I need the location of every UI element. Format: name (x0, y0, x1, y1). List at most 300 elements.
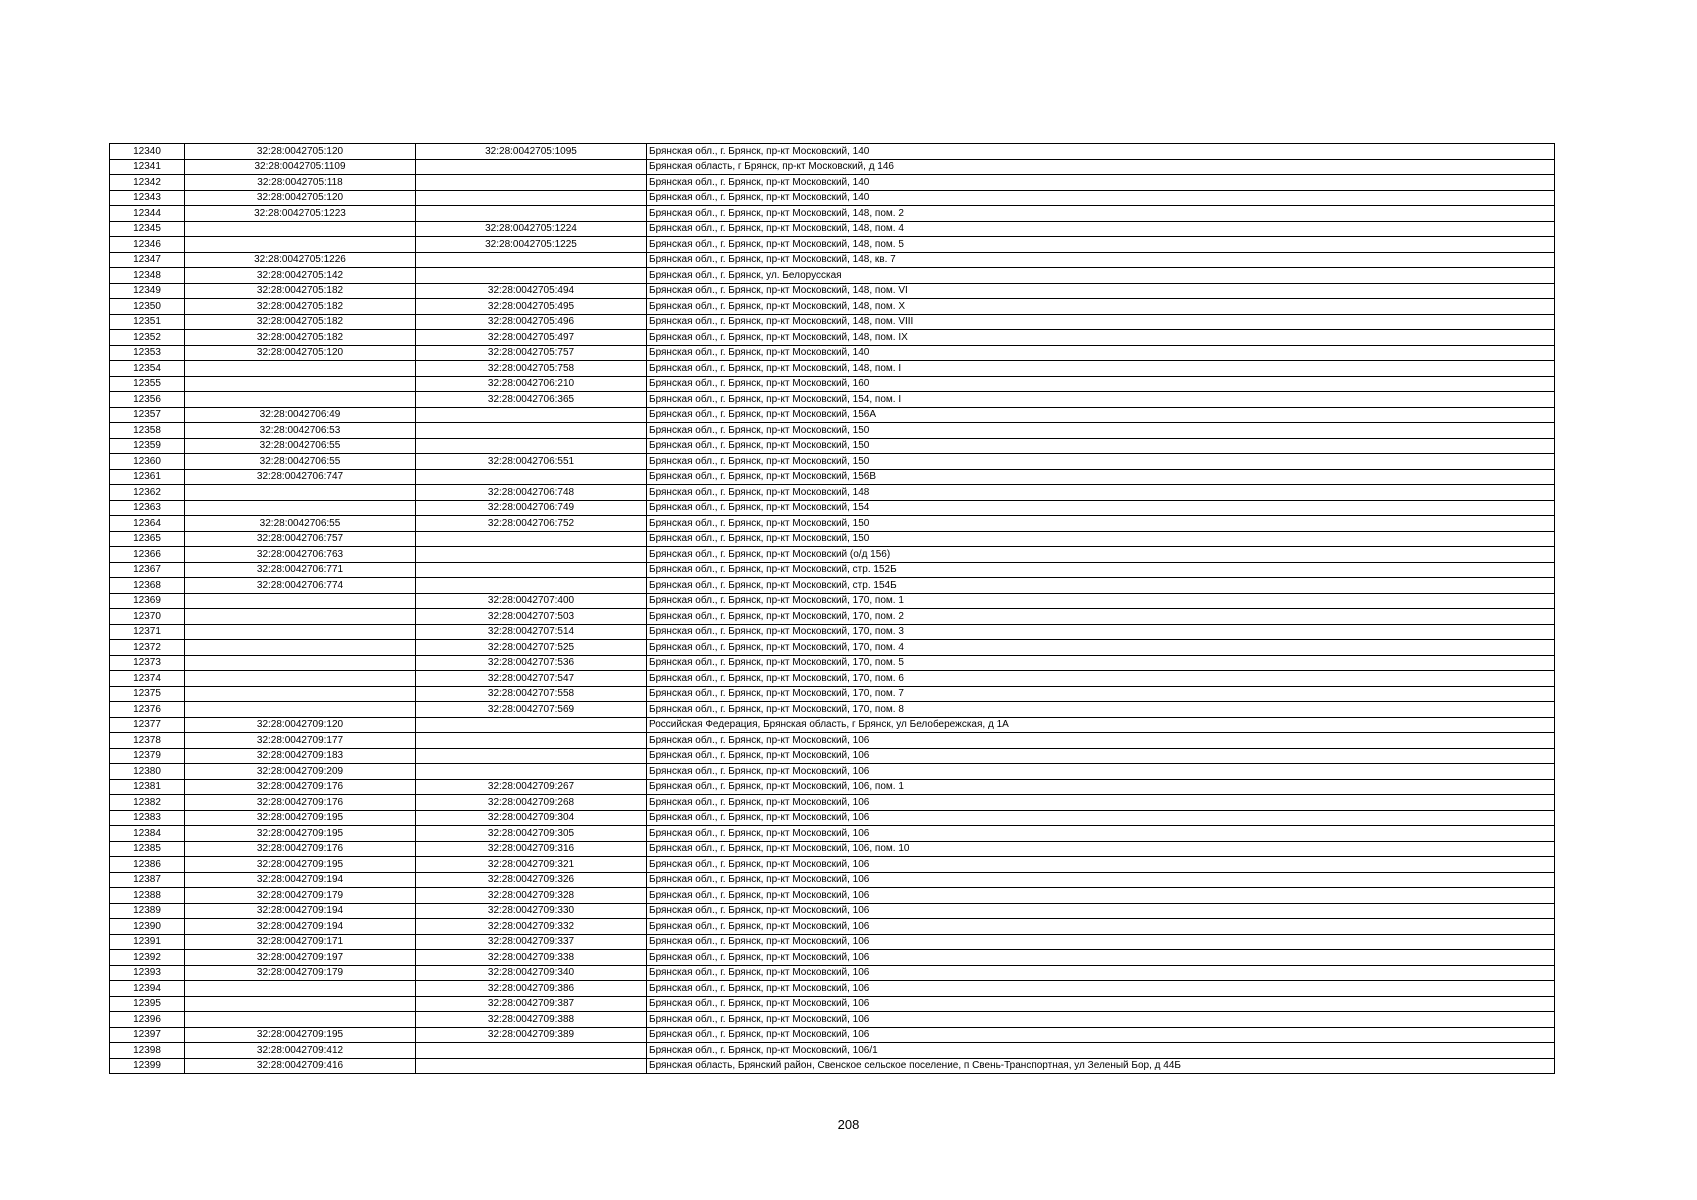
cadastral-number-cell: 32:28:0042706:774 (185, 578, 416, 594)
row-number-cell: 12346 (110, 237, 185, 253)
address-cell: Брянская обл., г. Брянск, пр-кт Московский, 170, пом. 1 (647, 593, 1555, 609)
object-number-cell (416, 407, 647, 423)
table-row (110, 950, 1555, 966)
row-number-cell: 12348 (110, 268, 185, 284)
table-row (110, 516, 1555, 532)
cadastral-number-cell (185, 624, 416, 640)
table-row (110, 454, 1555, 470)
object-number-cell (416, 748, 647, 764)
row-number-cell: 12372 (110, 640, 185, 656)
row-number-cell: 12390 (110, 919, 185, 935)
object-number-cell: 32:28:0042707:547 (416, 671, 647, 687)
object-number-cell: 32:28:0042706:551 (416, 454, 647, 470)
address-cell: Брянская обл., г. Брянск, пр-кт Московский, 106 (647, 903, 1555, 919)
table-row (110, 624, 1555, 640)
table-row (110, 872, 1555, 888)
table-row (110, 206, 1555, 222)
object-number-cell: 32:28:0042707:569 (416, 702, 647, 718)
row-number-cell: 12376 (110, 702, 185, 718)
cadastral-number-cell: 32:28:0042705:118 (185, 175, 416, 191)
object-number-cell: 32:28:0042707:525 (416, 640, 647, 656)
cadastral-number-cell (185, 702, 416, 718)
address-cell: Брянская обл., г. Брянск, пр-кт Московский, 106 (647, 934, 1555, 950)
address-cell: Брянская обл., г. Брянск, пр-кт Московский, 148, пом. IX (647, 330, 1555, 346)
object-number-cell: 32:28:0042706:749 (416, 500, 647, 516)
object-number-cell: 32:28:0042709:316 (416, 841, 647, 857)
row-number-cell: 12384 (110, 826, 185, 842)
address-cell: Брянская обл., г. Брянск, пр-кт Московский, 170, пом. 2 (647, 609, 1555, 625)
cadastral-number-cell: 32:28:0042709:197 (185, 950, 416, 966)
row-number-cell: 12361 (110, 469, 185, 485)
table-row (110, 996, 1555, 1012)
address-cell: Брянская обл., г. Брянск, пр-кт Московский, 106 (647, 748, 1555, 764)
table-row (110, 810, 1555, 826)
cadastral-number-cell: 32:28:0042709:171 (185, 934, 416, 950)
address-cell: Брянская обл., г. Брянск, пр-кт Московский, 170, пом. 8 (647, 702, 1555, 718)
cadastral-number-cell: 32:28:0042706:747 (185, 469, 416, 485)
address-cell: Брянская обл., г. Брянск, пр-кт Московский, 140 (647, 190, 1555, 206)
object-number-cell: 32:28:0042705:757 (416, 345, 647, 361)
row-number-cell: 12351 (110, 314, 185, 330)
object-number-cell (416, 733, 647, 749)
cadastral-number-cell: 32:28:0042709:195 (185, 1027, 416, 1043)
address-cell: Брянская обл., г. Брянск, пр-кт Московский, 150 (647, 531, 1555, 547)
registry-table (109, 143, 1555, 1074)
object-number-cell: 32:28:0042705:1225 (416, 237, 647, 253)
cadastral-number-cell: 32:28:0042705:182 (185, 283, 416, 299)
row-number-cell: 12367 (110, 562, 185, 578)
table-row (110, 779, 1555, 795)
address-cell: Брянская обл., г. Брянск, пр-кт Московский, 170, пом. 7 (647, 686, 1555, 702)
row-number-cell: 12353 (110, 345, 185, 361)
object-number-cell: 32:28:0042707:400 (416, 593, 647, 609)
cadastral-number-cell: 32:28:0042706:763 (185, 547, 416, 563)
cadastral-number-cell: 32:28:0042706:55 (185, 454, 416, 470)
cadastral-number-cell (185, 485, 416, 501)
address-cell: Брянская обл., г. Брянск, пр-кт Московский, 148, пом. I (647, 361, 1555, 377)
row-number-cell: 12358 (110, 423, 185, 439)
cadastral-number-cell: 32:28:0042709:195 (185, 857, 416, 873)
address-cell: Брянская обл., г. Брянск, пр-кт Московский (о/д 156) (647, 547, 1555, 563)
object-number-cell (416, 159, 647, 175)
cadastral-number-cell: 32:28:0042709:412 (185, 1043, 416, 1059)
cadastral-number-cell (185, 1012, 416, 1028)
table-row (110, 981, 1555, 997)
address-cell: Брянская обл., г. Брянск, пр-кт Московский, 106 (647, 826, 1555, 842)
table-row (110, 795, 1555, 811)
row-number-cell: 12369 (110, 593, 185, 609)
row-number-cell: 12398 (110, 1043, 185, 1059)
table-body (110, 144, 1555, 1074)
row-number-cell: 12370 (110, 609, 185, 625)
row-number-cell: 12395 (110, 996, 185, 1012)
object-number-cell (416, 252, 647, 268)
address-cell: Брянская обл., г. Брянск, пр-кт Московский, 148, пом. VIII (647, 314, 1555, 330)
table-row (110, 717, 1555, 733)
object-number-cell (416, 423, 647, 439)
table-row (110, 175, 1555, 191)
object-number-cell: 32:28:0042709:304 (416, 810, 647, 826)
address-cell: Брянская обл., г. Брянск, пр-кт Московский, 148, пом. 5 (647, 237, 1555, 253)
cadastral-number-cell: 32:28:0042705:182 (185, 330, 416, 346)
object-number-cell: 32:28:0042709:305 (416, 826, 647, 842)
address-cell: Брянская обл., г. Брянск, пр-кт Московский, 106 (647, 872, 1555, 888)
table-row (110, 1027, 1555, 1043)
object-number-cell: 32:28:0042707:558 (416, 686, 647, 702)
cadastral-number-cell (185, 996, 416, 1012)
table-row (110, 485, 1555, 501)
address-cell: Брянская обл., г. Брянск, пр-кт Московский, 106, пом. 10 (647, 841, 1555, 857)
table-row (110, 252, 1555, 268)
address-cell: Брянская обл., г. Брянск, пр-кт Московский, 150 (647, 516, 1555, 532)
table-row (110, 221, 1555, 237)
address-cell: Брянская обл., г. Брянск, пр-кт Московский, 106 (647, 950, 1555, 966)
object-number-cell (416, 206, 647, 222)
object-number-cell (416, 1043, 647, 1059)
address-cell: Брянская обл., г. Брянск, пр-кт Московский, 148 (647, 485, 1555, 501)
cadastral-number-cell: 32:28:0042709:194 (185, 872, 416, 888)
address-cell: Брянская обл., г. Брянск, пр-кт Московский, 106/1 (647, 1043, 1555, 1059)
object-number-cell: 32:28:0042709:389 (416, 1027, 647, 1043)
object-number-cell: 32:28:0042707:536 (416, 655, 647, 671)
cadastral-number-cell: 32:28:0042706:771 (185, 562, 416, 578)
address-cell: Брянская обл., г. Брянск, пр-кт Московский, 148, пом. X (647, 299, 1555, 315)
row-number-cell: 12387 (110, 872, 185, 888)
address-cell: Брянская область, г Брянск, пр-кт Московский, д 146 (647, 159, 1555, 175)
table-row (110, 888, 1555, 904)
table-row (110, 702, 1555, 718)
object-number-cell: 32:28:0042706:365 (416, 392, 647, 408)
cadastral-number-cell (185, 640, 416, 656)
row-number-cell: 12364 (110, 516, 185, 532)
address-cell: Брянская обл., г. Брянск, пр-кт Московский, 170, пом. 4 (647, 640, 1555, 656)
row-number-cell: 12341 (110, 159, 185, 175)
cadastral-number-cell: 32:28:0042705:1223 (185, 206, 416, 222)
object-number-cell: 32:28:0042705:1224 (416, 221, 647, 237)
address-cell: Брянская обл., г. Брянск, пр-кт Московский, 170, пом. 5 (647, 655, 1555, 671)
object-number-cell (416, 190, 647, 206)
object-number-cell (416, 438, 647, 454)
address-cell: Брянская обл., г. Брянск, пр-кт Московский, 140 (647, 144, 1555, 160)
cadastral-number-cell: 32:28:0042705:1109 (185, 159, 416, 175)
object-number-cell: 32:28:0042709:337 (416, 934, 647, 950)
row-number-cell: 12356 (110, 392, 185, 408)
row-number-cell: 12343 (110, 190, 185, 206)
object-number-cell (416, 717, 647, 733)
row-number-cell: 12386 (110, 857, 185, 873)
object-number-cell (416, 578, 647, 594)
address-cell: Брянская обл., г. Брянск, пр-кт Московский, 106 (647, 1012, 1555, 1028)
address-cell: Брянская обл., г. Брянск, пр-кт Московский, 106 (647, 965, 1555, 981)
cadastral-number-cell: 32:28:0042709:179 (185, 965, 416, 981)
cadastral-number-cell (185, 609, 416, 625)
address-cell: Брянская обл., г. Брянск, пр-кт Московский, 170, пом. 6 (647, 671, 1555, 687)
cadastral-number-cell: 32:28:0042706:53 (185, 423, 416, 439)
cadastral-number-cell (185, 376, 416, 392)
object-number-cell: 32:28:0042709:321 (416, 857, 647, 873)
object-number-cell (416, 469, 647, 485)
address-cell: Брянская обл., г. Брянск, пр-кт Московский, стр. 152Б (647, 562, 1555, 578)
address-cell: Брянская обл., г. Брянск, ул. Белорусская (647, 268, 1555, 284)
address-cell: Брянская обл., г. Брянск, пр-кт Московский, 106 (647, 733, 1555, 749)
table-row (110, 345, 1555, 361)
table-row (110, 1043, 1555, 1059)
table-row (110, 733, 1555, 749)
object-number-cell (416, 562, 647, 578)
table-row (110, 1012, 1555, 1028)
address-cell: Брянская обл., г. Брянск, пр-кт Московский, 150 (647, 454, 1555, 470)
table-row (110, 500, 1555, 516)
row-number-cell: 12399 (110, 1058, 185, 1074)
table-row (110, 857, 1555, 873)
cadastral-number-cell: 32:28:0042705:120 (185, 190, 416, 206)
object-number-cell: 32:28:0042707:514 (416, 624, 647, 640)
object-number-cell (416, 547, 647, 563)
table-row (110, 1058, 1555, 1074)
address-cell: Брянская обл., г. Брянск, пр-кт Московский, 140 (647, 345, 1555, 361)
table-row (110, 826, 1555, 842)
cadastral-number-cell (185, 392, 416, 408)
address-cell: Брянская обл., г. Брянск, пр-кт Московский, 148, пом. 2 (647, 206, 1555, 222)
table-row (110, 190, 1555, 206)
address-cell: Российская Федерация, Брянская область, г Брянск, ул Белобережская, д 1А (647, 717, 1555, 733)
cadastral-number-cell: 32:28:0042706:55 (185, 438, 416, 454)
row-number-cell: 12345 (110, 221, 185, 237)
table-row (110, 144, 1555, 160)
cadastral-number-cell: 32:28:0042709:209 (185, 764, 416, 780)
row-number-cell: 12350 (110, 299, 185, 315)
row-number-cell: 12379 (110, 748, 185, 764)
address-cell: Брянская обл., г. Брянск, пр-кт Московский, 106, пом. 1 (647, 779, 1555, 795)
table-row (110, 268, 1555, 284)
cadastral-number-cell: 32:28:0042709:194 (185, 903, 416, 919)
cadastral-number-cell: 32:28:0042705:142 (185, 268, 416, 284)
row-number-cell: 12357 (110, 407, 185, 423)
cadastral-number-cell (185, 221, 416, 237)
row-number-cell: 12375 (110, 686, 185, 702)
object-number-cell: 32:28:0042709:268 (416, 795, 647, 811)
object-number-cell: 32:28:0042709:328 (416, 888, 647, 904)
row-number-cell: 12397 (110, 1027, 185, 1043)
table-row (110, 919, 1555, 935)
address-cell: Брянская обл., г. Брянск, пр-кт Московский, стр. 154Б (647, 578, 1555, 594)
cadastral-number-cell: 32:28:0042705:1226 (185, 252, 416, 268)
row-number-cell: 12368 (110, 578, 185, 594)
object-number-cell: 32:28:0042709:330 (416, 903, 647, 919)
address-cell: Брянская обл., г. Брянск, пр-кт Московский, 148, пом. VI (647, 283, 1555, 299)
object-number-cell: 32:28:0042709:326 (416, 872, 647, 888)
cadastral-number-cell: 32:28:0042709:176 (185, 779, 416, 795)
object-number-cell (416, 531, 647, 547)
cadastral-number-cell: 32:28:0042705:120 (185, 345, 416, 361)
address-cell: Брянская обл., г. Брянск, пр-кт Московский, 150 (647, 438, 1555, 454)
cadastral-number-cell: 32:28:0042709:195 (185, 826, 416, 842)
row-number-cell: 12389 (110, 903, 185, 919)
cadastral-number-cell: 32:28:0042709:176 (185, 841, 416, 857)
row-number-cell: 12381 (110, 779, 185, 795)
cadastral-number-cell (185, 686, 416, 702)
row-number-cell: 12349 (110, 283, 185, 299)
address-cell: Брянская обл., г. Брянск, пр-кт Московский, 154, пом. I (647, 392, 1555, 408)
table-row (110, 841, 1555, 857)
cadastral-number-cell (185, 500, 416, 516)
row-number-cell: 12355 (110, 376, 185, 392)
row-number-cell: 12342 (110, 175, 185, 191)
address-cell: Брянская обл., г. Брянск, пр-кт Московский, 106 (647, 764, 1555, 780)
object-number-cell: 32:28:0042709:340 (416, 965, 647, 981)
table-row (110, 469, 1555, 485)
row-number-cell: 12392 (110, 950, 185, 966)
row-number-cell: 12352 (110, 330, 185, 346)
object-number-cell: 32:28:0042709:332 (416, 919, 647, 935)
row-number-cell: 12385 (110, 841, 185, 857)
row-number-cell: 12382 (110, 795, 185, 811)
cadastral-number-cell: 32:28:0042705:182 (185, 299, 416, 315)
address-cell: Брянская обл., г. Брянск, пр-кт Московский, 106 (647, 810, 1555, 826)
table-row (110, 314, 1555, 330)
object-number-cell: 32:28:0042707:503 (416, 609, 647, 625)
cadastral-number-cell: 32:28:0042709:416 (185, 1058, 416, 1074)
address-cell: Брянская обл., г. Брянск, пр-кт Московский, 106 (647, 857, 1555, 873)
address-cell: Брянская обл., г. Брянск, пр-кт Московский, 160 (647, 376, 1555, 392)
table-row (110, 392, 1555, 408)
row-number-cell: 12340 (110, 144, 185, 160)
address-cell: Брянская обл., г. Брянск, пр-кт Московский, 148, кв. 7 (647, 252, 1555, 268)
cadastral-number-cell: 32:28:0042709:179 (185, 888, 416, 904)
row-number-cell: 12388 (110, 888, 185, 904)
address-cell: Брянская обл., г. Брянск, пр-кт Московский, 106 (647, 996, 1555, 1012)
object-number-cell (416, 175, 647, 191)
object-number-cell: 32:28:0042705:495 (416, 299, 647, 315)
cadastral-number-cell: 32:28:0042706:757 (185, 531, 416, 547)
table-row (110, 748, 1555, 764)
object-number-cell: 32:28:0042709:387 (416, 996, 647, 1012)
row-number-cell: 12393 (110, 965, 185, 981)
table-row (110, 299, 1555, 315)
table-row (110, 934, 1555, 950)
cadastral-number-cell: 32:28:0042709:183 (185, 748, 416, 764)
object-number-cell: 32:28:0042705:1095 (416, 144, 647, 160)
table-row (110, 159, 1555, 175)
cadastral-number-cell (185, 655, 416, 671)
address-cell: Брянская обл., г. Брянск, пр-кт Московский, 140 (647, 175, 1555, 191)
address-cell: Брянская обл., г. Брянск, пр-кт Московский, 106 (647, 919, 1555, 935)
table-row (110, 562, 1555, 578)
cadastral-number-cell (185, 593, 416, 609)
row-number-cell: 12394 (110, 981, 185, 997)
table-row (110, 609, 1555, 625)
table-row (110, 686, 1555, 702)
object-number-cell: 32:28:0042709:338 (416, 950, 647, 966)
row-number-cell: 12371 (110, 624, 185, 640)
row-number-cell: 12360 (110, 454, 185, 470)
object-number-cell: 32:28:0042709:267 (416, 779, 647, 795)
table-row (110, 423, 1555, 439)
address-cell: Брянская обл., г. Брянск, пр-кт Московский, 148, пом. 4 (647, 221, 1555, 237)
row-number-cell: 12347 (110, 252, 185, 268)
object-number-cell (416, 764, 647, 780)
table-row (110, 903, 1555, 919)
table-row (110, 593, 1555, 609)
row-number-cell: 12391 (110, 934, 185, 950)
object-number-cell: 32:28:0042709:386 (416, 981, 647, 997)
cadastral-number-cell (185, 237, 416, 253)
page-number: 208 (837, 1117, 860, 1132)
row-number-cell: 12359 (110, 438, 185, 454)
object-number-cell: 32:28:0042705:496 (416, 314, 647, 330)
table-row (110, 531, 1555, 547)
cadastral-number-cell (185, 671, 416, 687)
row-number-cell: 12383 (110, 810, 185, 826)
table-row (110, 655, 1555, 671)
table-row (110, 764, 1555, 780)
cadastral-number-cell: 32:28:0042705:120 (185, 144, 416, 160)
address-cell: Брянская обл., г. Брянск, пр-кт Московский, 154 (647, 500, 1555, 516)
object-number-cell: 32:28:0042706:748 (416, 485, 647, 501)
table-row (110, 237, 1555, 253)
table-row (110, 330, 1555, 346)
address-cell: Брянская обл., г. Брянск, пр-кт Московский, 156А (647, 407, 1555, 423)
cadastral-number-cell: 32:28:0042709:177 (185, 733, 416, 749)
cadastral-number-cell: 32:28:0042709:195 (185, 810, 416, 826)
row-number-cell: 12362 (110, 485, 185, 501)
object-number-cell: 32:28:0042705:494 (416, 283, 647, 299)
cadastral-number-cell: 32:28:0042709:176 (185, 795, 416, 811)
row-number-cell: 12366 (110, 547, 185, 563)
row-number-cell: 12378 (110, 733, 185, 749)
object-number-cell: 32:28:0042705:497 (416, 330, 647, 346)
table-row (110, 283, 1555, 299)
table-row (110, 376, 1555, 392)
table-row (110, 438, 1555, 454)
cadastral-number-cell (185, 361, 416, 377)
address-cell: Брянская обл., г. Брянск, пр-кт Московский, 106 (647, 1027, 1555, 1043)
address-cell: Брянская обл., г. Брянск, пр-кт Московский, 150 (647, 423, 1555, 439)
row-number-cell: 12380 (110, 764, 185, 780)
row-number-cell: 12365 (110, 531, 185, 547)
address-cell: Брянская обл., г. Брянск, пр-кт Московский, 106 (647, 795, 1555, 811)
object-number-cell (416, 1058, 647, 1074)
address-cell: Брянская обл., г. Брянск, пр-кт Московский, 156В (647, 469, 1555, 485)
cadastral-number-cell: 32:28:0042709:120 (185, 717, 416, 733)
table-row (110, 671, 1555, 687)
row-number-cell: 12354 (110, 361, 185, 377)
address-cell: Брянская обл., г. Брянск, пр-кт Московский, 106 (647, 888, 1555, 904)
row-number-cell: 12396 (110, 1012, 185, 1028)
cadastral-number-cell: 32:28:0042709:194 (185, 919, 416, 935)
table-row (110, 578, 1555, 594)
table-row (110, 965, 1555, 981)
cadastral-number-cell: 32:28:0042706:49 (185, 407, 416, 423)
object-number-cell: 32:28:0042706:752 (416, 516, 647, 532)
object-number-cell: 32:28:0042705:758 (416, 361, 647, 377)
object-number-cell (416, 268, 647, 284)
row-number-cell: 12363 (110, 500, 185, 516)
table-row (110, 361, 1555, 377)
row-number-cell: 12344 (110, 206, 185, 222)
address-cell: Брянская область, Брянский район, Свенское сельское поселение, п Свень-Транспортная, ул Зеленый Бор, д 44Б (647, 1058, 1555, 1074)
table-row (110, 407, 1555, 423)
row-number-cell: 12374 (110, 671, 185, 687)
row-number-cell: 12373 (110, 655, 185, 671)
address-cell: Брянская обл., г. Брянск, пр-кт Московский, 106 (647, 981, 1555, 997)
table-row (110, 547, 1555, 563)
address-cell: Брянская обл., г. Брянск, пр-кт Московский, 170, пом. 3 (647, 624, 1555, 640)
table-row (110, 640, 1555, 656)
cadastral-number-cell: 32:28:0042705:182 (185, 314, 416, 330)
object-number-cell: 32:28:0042709:388 (416, 1012, 647, 1028)
cadastral-number-cell: 32:28:0042706:55 (185, 516, 416, 532)
